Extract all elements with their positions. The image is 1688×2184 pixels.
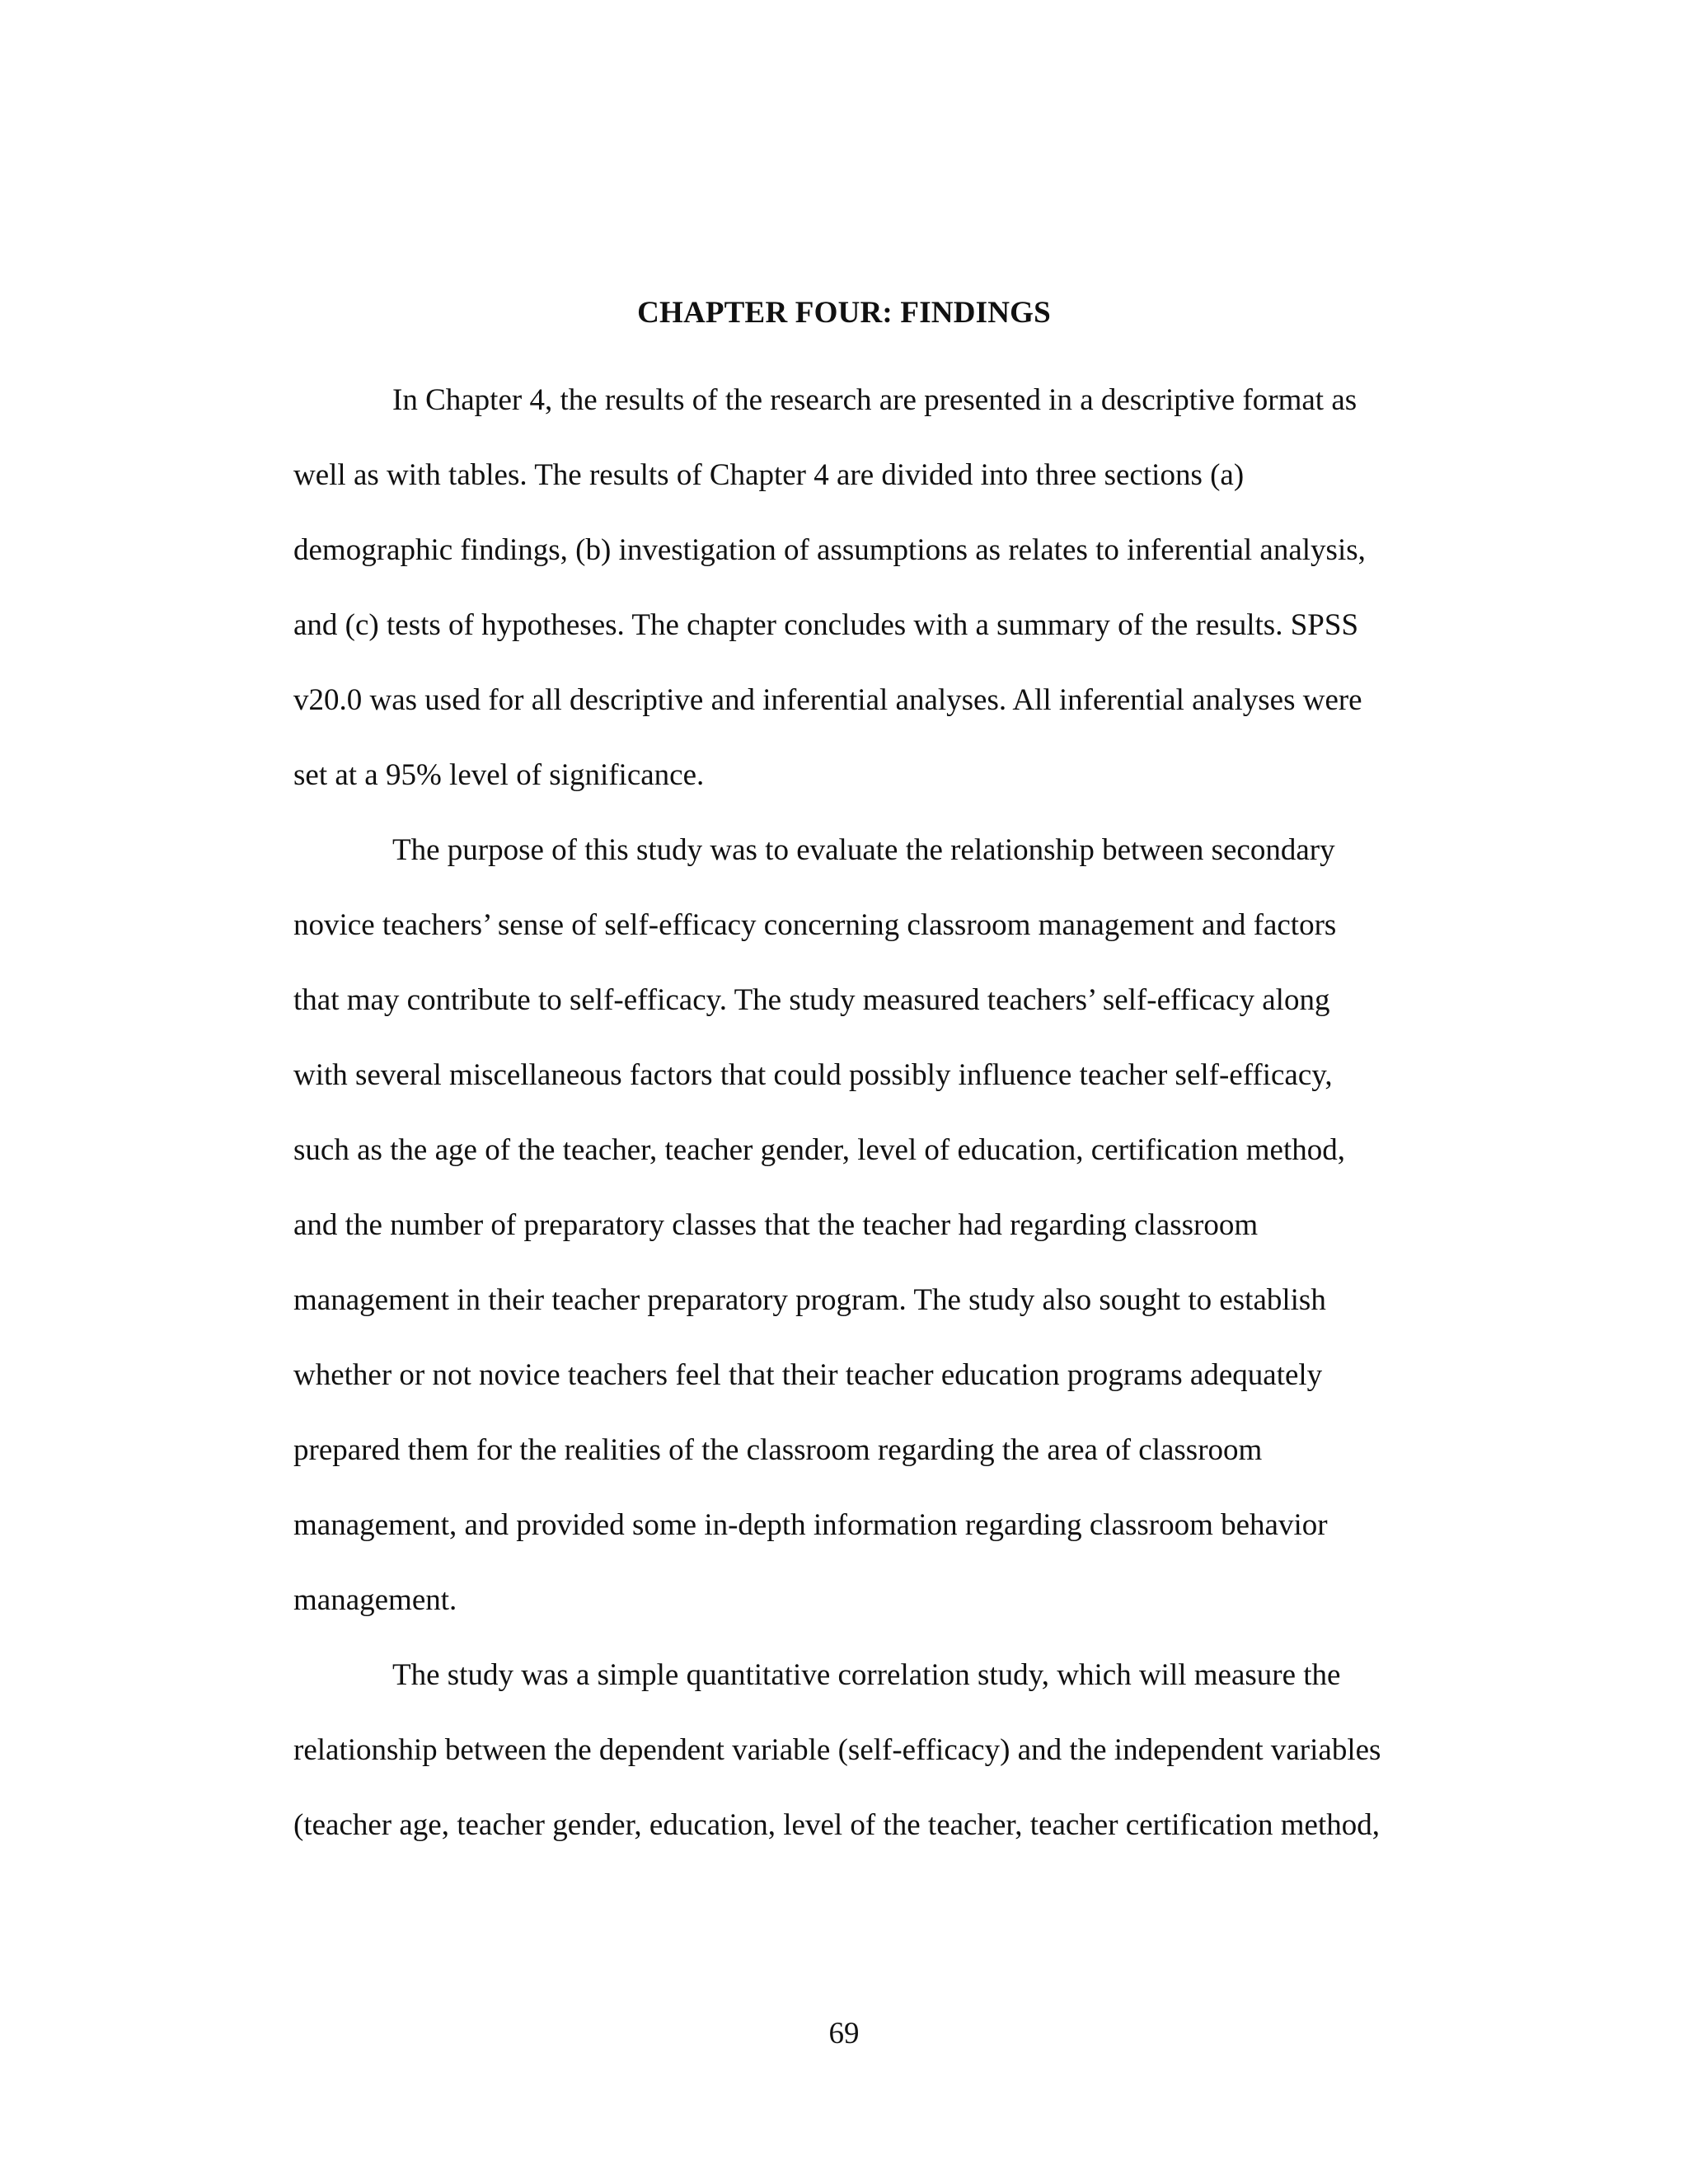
body-text	[293, 363, 1457, 1863]
paragraph-line: with several miscellaneous factors that could possibly influence teacher self-efficacy,	[293, 1058, 1333, 1092]
paragraph-line: well as with tables. The results of Chapter 4 are divided into three sections (a)	[293, 458, 1245, 492]
chapter-heading: CHAPTER FOUR: FINDINGS	[637, 296, 1051, 330]
paragraph-line: v20.0 was used for all descriptive and inferential analyses. All inferential analyses were	[293, 683, 1362, 717]
paragraph-line: set at a 95% level of significance.	[293, 758, 705, 792]
paragraph-line: The purpose of this study was to evaluate the relationship between secondary	[392, 833, 1335, 867]
paragraph-line: such as the age of the teacher, teacher gender, level of education, certification method,	[293, 1133, 1346, 1167]
paragraph-line: novice teachers’ sense of self-efficacy concerning classroom management and factors	[293, 908, 1337, 942]
paragraph-line: and the number of preparatory classes that the teacher had regarding classroom	[293, 1208, 1259, 1242]
page-number: 69	[828, 2017, 860, 2050]
paragraph-line: The study was a simple quantitative correlation study, which will measure the	[392, 1658, 1341, 1692]
paragraph-line: management in their teacher preparatory program. The study also sought to establish	[293, 1283, 1326, 1317]
paragraph-line: (teacher age, teacher gender, education, level of the teacher, teacher certification method,	[293, 1808, 1380, 1842]
paragraph-line: demographic findings, (b) investigation of assumptions as relates to inferential analysis,	[293, 533, 1366, 567]
paragraph-line: relationship between the dependent variable (self-efficacy) and the independent variables	[293, 1733, 1381, 1767]
paragraph-line: that may contribute to self-efficacy. The study measured teachers’ self-efficacy along	[293, 983, 1330, 1017]
paragraph-line: and (c) tests of hypotheses. The chapter concludes with a summary of the results. SPSS	[293, 608, 1359, 642]
paragraph-line: whether or not novice teachers feel that their teacher education programs adequately	[293, 1358, 1323, 1392]
paragraph-line: In Chapter 4, the results of the research are presented in a descriptive format as	[392, 383, 1357, 417]
paragraph-line: management, and provided some in-depth information regarding classroom behavior	[293, 1508, 1328, 1542]
paragraph-line: prepared them for the realities of the classroom regarding the area of classroom	[293, 1433, 1263, 1467]
paragraph-line: management.	[293, 1583, 457, 1617]
